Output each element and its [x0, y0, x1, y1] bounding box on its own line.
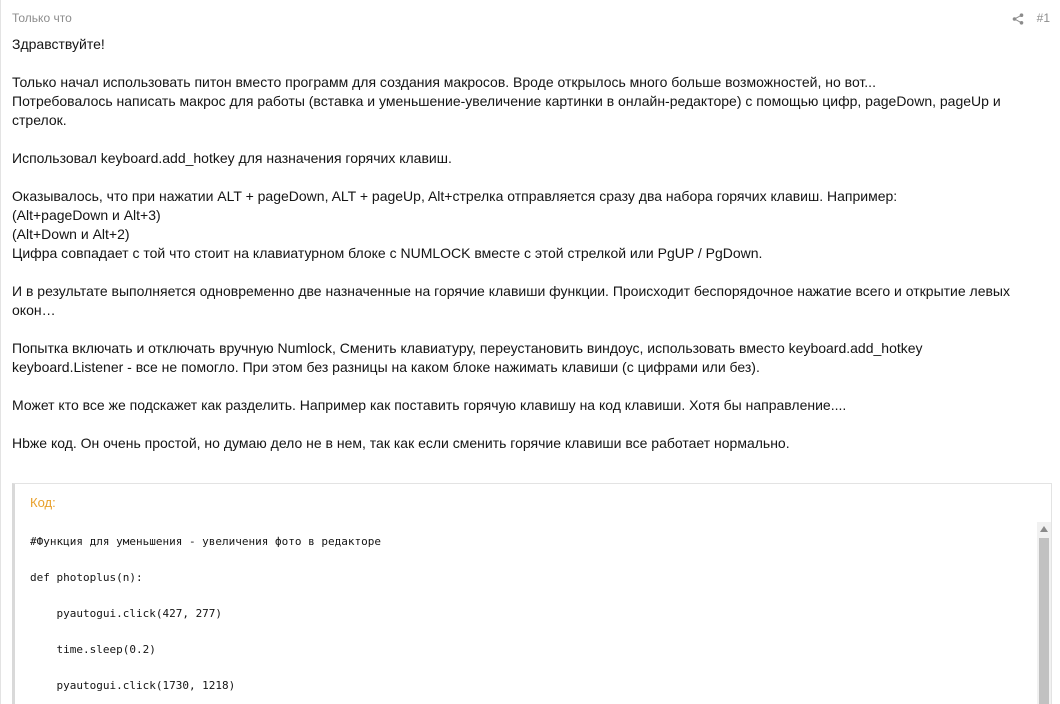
post-paragraph: [12, 35, 1042, 54]
post-paragraph: [12, 339, 1042, 377]
post-text-line: стрелок.: [12, 112, 67, 128]
post-actions: [1012, 11, 1050, 25]
code-line: #Функция для уменьшения - увеличения фото в редакторе: [30, 535, 381, 548]
share-icon[interactable]: [1012, 12, 1024, 24]
code-block-title: Код:: [30, 495, 56, 510]
code-line: pyautogui.click(1730, 1218): [30, 679, 236, 692]
post-paragraph: [12, 149, 1042, 168]
post-text-line: окон…: [12, 302, 56, 318]
post-text-line: И в результате выполняется одновременно две назначенные на горячие клавиши функции. Происходит беспорядочное нажатие всего и открытие левых: [12, 283, 1010, 299]
post-body: [12, 35, 1042, 472]
scrollbar-thumb[interactable]: [1039, 538, 1049, 704]
post-number-link[interactable]: #1: [1036, 11, 1050, 25]
post-text-line: Оказывалось, что при нажатии ALT + pageDown, ALT + pageUp, Alt+стрелка отправляется сразу два набора горячих клавиш. Например:: [12, 188, 898, 204]
post-paragraph: [12, 73, 1042, 130]
code-line: pyautogui.click(427, 277): [30, 607, 223, 620]
post-text-line: Цифра совпадает с той что стоит на клавиатурном блоке с NUMLOCK вместе с этой стрелкой или PgUP / PgDown.: [12, 245, 763, 261]
post-text-line: Попытка включать и отключать вручную Numlock, Сменить клавиатуру, переустановить виндоус, использовать вместо keyboard.add_hotkey: [12, 340, 923, 356]
post-text-line: (Alt+pageDown и Alt+3): [12, 207, 161, 223]
post-text-line: Может кто все же подскажет как разделить. Например как поставить горячую клавишу на код клавиши. Хотя бы направление....: [12, 397, 847, 413]
post-date[interactable]: Только что: [12, 11, 72, 25]
scroll-up-arrow-icon[interactable]: [1037, 522, 1051, 536]
code-line: def photoplus(n):: [30, 571, 143, 584]
post-text-line: keyboard.Listener - все не помогло. При этом без разницы на каком блоке нажимать клавиши (с цифрами или без).: [12, 359, 760, 375]
post-text-line: Использовал keyboard.add_hotkey для назначения горячих клавиш.: [12, 150, 452, 166]
post-text-line: Только начал использовать питон вместо программ для создания макросов. Вроде открылось много больше возможностей, но вот...: [12, 74, 876, 90]
post-paragraph: [12, 282, 1042, 320]
code-scrollbar[interactable]: [1037, 522, 1051, 704]
post-paragraph: [12, 396, 1042, 415]
post-text-line: Hbже код. Он очень простой, но думаю дело не в нем, так как если сменить горячие клавиши все работает нормально.: [12, 435, 790, 451]
post-text-line: (Alt+Down и Alt+2): [12, 226, 130, 242]
code-content: [30, 524, 1030, 704]
code-block: [12, 483, 1052, 704]
post-text-line: Здравствуйте!: [12, 36, 105, 52]
post-text-line: Потребовалось написать макрос для работы (вставка и уменьшение-увеличение картинки в онлайн-редакторе) с помощью цифр, pageDown, pageUp и: [12, 93, 1001, 109]
code-line: time.sleep(0.2): [30, 643, 156, 656]
post-paragraph: [12, 434, 1042, 453]
post-header: [12, 8, 1050, 28]
post-paragraph: [12, 187, 1042, 263]
